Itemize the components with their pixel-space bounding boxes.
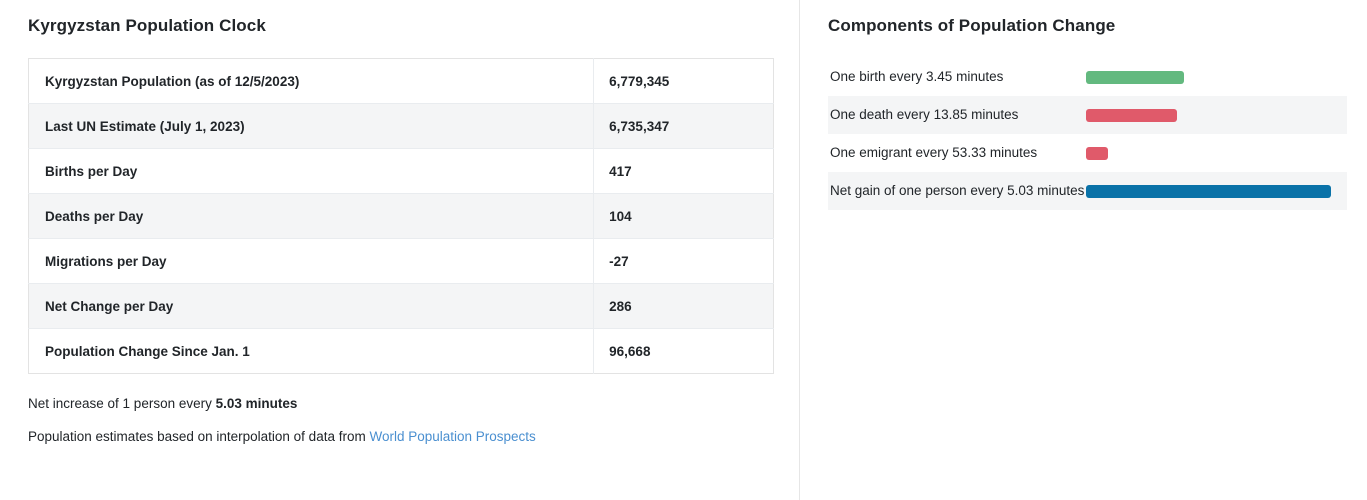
chart-row-label: One emigrant every 53.33 minutes [830,145,1038,161]
row-value: 286 [594,284,774,329]
row-label: Kyrgyzstan Population (as of 12/5/2023) [29,59,594,104]
table-row [29,239,774,284]
components-panel [800,0,1367,500]
row-value: 96,668 [594,329,774,374]
row-label: Births per Day [29,149,594,194]
net-increase-prefix: Net increase of 1 person every [28,396,216,411]
chart-row [828,58,1347,96]
page-title: Kyrgyzstan Population Clock [28,16,266,35]
row-label: Deaths per Day [29,194,594,239]
components-title: Components of Population Change [828,16,1116,35]
world-population-prospects-link[interactable]: World Population Prospects [369,429,536,444]
source-prefix: Population estimates based on interpolation of data from [28,429,370,444]
chart-row-label: One birth every 3.45 minutes [830,69,1004,85]
chart-row-label: One death every 13.85 minutes [830,107,1019,123]
row-value: 104 [594,194,774,239]
chart-row-bar-track [1086,71,1347,84]
table-row [29,104,774,149]
source-note [28,429,771,444]
row-label: Migrations per Day [29,239,594,284]
chart-row [828,96,1347,134]
table-row [29,329,774,374]
net-gain-bar [1086,185,1331,198]
chart-row [828,134,1347,172]
net-increase-value: 5.03 minutes [215,396,298,411]
birth-bar [1086,71,1184,84]
chart-row-bar-track [1086,147,1347,160]
table-row [29,149,774,194]
chart-row-label: Net gain of one person every 5.03 minutes [830,183,1085,199]
row-label: Population Change Since Jan. 1 [29,329,594,374]
row-value: 417 [594,149,774,194]
death-bar [1086,109,1177,122]
table-row [29,194,774,239]
emigrant-bar [1086,147,1108,160]
table-row [29,284,774,329]
row-label: Last UN Estimate (July 1, 2023) [29,104,594,149]
table-row [29,59,774,104]
row-value: 6,779,345 [609,73,670,89]
net-increase-note [28,396,771,411]
row-value: -27 [594,239,774,284]
population-stats-table [28,58,774,374]
row-label: Net Change per Day [29,284,594,329]
components-chart [828,58,1347,210]
chart-row-bar-track [1086,109,1347,122]
chart-row-bar-track [1086,185,1347,198]
chart-row [828,172,1347,210]
row-value: 6,735,347 [594,104,774,149]
